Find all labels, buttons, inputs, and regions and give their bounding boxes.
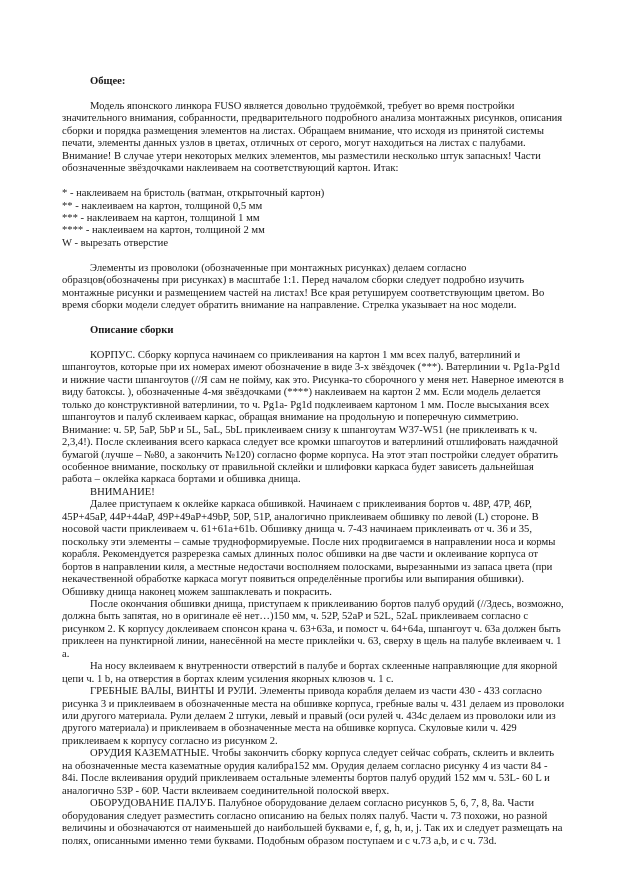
wire-elements-paragraph: Элементы из проволоки (обозначенные при монтажных рисунках) делаем согласно образцов(обозначены при рисунках) в масштабе 1:1. Перед началом сборки следует подробно изучить монтажные рисунки и размещением частей на листах! Все края ретушируем соответствующим цветом. Во время сборки модели следует обратить внимание на направление. Стрелка указывает на нос модели. <box>62 262 545 312</box>
paragraph-shafts-propellers-rudders: ГРЕБНЫЕ ВАЛЫ, ВИНТЫ И РУЛИ. Элементы привода корабля делаем из части 430 - 433 согласно рисунка 3 и приклеиваем в обозначенные места на обшивке корпуса, гребные валы ч. 431 делаем из проволоки или другого материала. Рули делаем 2 штуки, левый и правый (оси рулей ч. 434c делаем из проволоки или из другого материала) и приклеиваем в обозначенные места на обшивке корпуса. Скуловые кили ч. 429 приклеиваем к корпусу согласно из рисунком 2. <box>62 686 565 747</box>
heading-assembly-description: Описание сборки <box>90 325 174 336</box>
paragraph-hull: КОРПУС. Сборку корпуса начинаем со приклеивания на картон 1 мм всех палуб, ватерлиний и шпангоутов, которые при их номерах имеют обозначение в виде 3-х звёздочек (***). Ватерлинии ч. Pg1a-Pg1d и нижние части шпангоутов (//Я сам не пойму, как это. Рисунка-то сборочного у меня нет. Наверное имеются в виду батоксы. ), обозначенные 4-мя звёздочками (****) наклеиваем на картон 2 мм. Если модель делается только до конструктивной ватерлинии, то ч. Pg1a- Pg1d подклеиваем картоном 1 мм. После высыхания всех шпангоутов и палуб склеиваем каркас, обращая внимание на продольную и поперечную симметрию. Внимание: ч. 5P, 5aP, 5bP и 5L, 5aL, 5bL приклеиваем снизу к шпангоутам W37-W51 (не приклеивать к ч. 2,3,4!). После склеивания всего каркаса следует все кромки шпагоутов и ватерлиний отшлифовать наждачной бумагой (лучше – №80, а закончить №120) согласно форме корпуса. На этот этап постройки следует обратить особенное внимание, поскольку от правильной склейки и шлифовки каркаса будет зависеть дальнейшая работа – оклейка каркаса бортами и обшивка днища. <box>62 349 564 486</box>
legend-item-cardboard-1mm: *** - наклеиваем на картон, толщиной 1 мм <box>62 212 260 224</box>
paragraph-gun-deck-sides: После окончания обшивки днища, приступаем к приклеиванию бортов палуб орудий (//Здесь, возможно, должна быть запятая, но в оригинале её нет…)150 мм, ч. 52P, 52aP и 52L, 52aL приклеиваем согласно с рисунком 2. К корпусу доклеиваем спонсон крана ч. 63+63a, и помост ч. 64+64a, шпангоут ч. 63a должен быть приклеен на пунктирной линии, нанесённой на месте приклейки ч. 63, сверху в щель на палубе вклеиваем ч. 1 a. <box>62 598 564 660</box>
cardboard-legend <box>62 188 566 250</box>
attention-line: ВНИМАНИЕ! <box>90 486 155 498</box>
legend-item-cardboard-2mm: **** - наклеиваем на картон, толщиной 2 мм <box>62 225 265 237</box>
document-content <box>62 76 566 848</box>
heading-general: Общее: <box>90 76 126 87</box>
legend-item-cardboard-05mm: ** - наклеиваем на картон, толщиной 0,5 мм <box>62 200 263 212</box>
paragraph-planking: Далее приступаем к оклейке каркаса обшивкой. Начинаем с приклеивания бортов ч. 48P, 47P, 46P, 45P+45aP, 44P+44aP, 49P+49aP+49bP, 50P, 51P, аналогично приклеиваем обшивку по левой (L) стороне. В носовой части приклеиваем ч. 61+61a+61b. Обшивку днища ч. 7-43 начинаем приклеивать от ч. 36 и 35, поскольку эти элементы – самые трудноформируемые. После них продвигаемся в направлении носа и кормы корабля. Рекомендуется разререзка самых длинных полос обшивки на две части и оклеивание корпуса от бортов в направлении киля, а местные недостачи восполняем полосками, вырезанными из запаса цвета (при некачественной обработке каркаса могут появиться определённые прогибы или выпирания обшивки). Обшивку днища наконец можем зашпаклевать и покрасить. <box>62 499 556 598</box>
legend-item-bristol: * - наклеиваем на бристоль (ватман, открыточный картон) <box>62 188 325 200</box>
intro-paragraph: Модель японского линкора FUSO является довольно трудоёмкой, требует во время постройки значительного внимания, собранности, предварительного подробного анализа монтажных рисунков, описания сборки и порядка размещения элементов на листах. Обращаем внимание, что исходя из принятой системы печати, элементы данных узлов в цветах, отличных от серого, могут находиться на листах с палубами. Внимание! В случае утери некоторых мелких элементов, мы разместили несколько штук запасных! Части обозначенные звёздочками наклеиваем на соответствующий картон. Итак: <box>62 100 563 175</box>
paragraph-deck-equipment: ОБОРУДОВАНИЕ ПАЛУБ. Палубное оборудование делаем согласно рисунков 5, 6, 7, 8, 8a. Части оборудования следует разместить согласно описанию на белых полях палуб. Части ч. 73 похожи, но разной величины и обозначаются от наименьшей до наибольшей буквами e, f, g, h, и, j. Так их и следует размещать на полях, описанными именно теми буквами. Подобным образом поступаем и с ч.73 a,b, и с ч. 73d. <box>62 798 563 847</box>
paragraph-bow-guides: На носу вклеиваем к внутренности отверстий в палубе и бортах склеенные направляющие для якорной цепи ч. 1 b, на отверстия в бортах клеим усиления якорных клюзов ч. 1 c. <box>62 661 558 685</box>
legend-item-cut-opening: W - вырезать отверстие <box>62 237 169 249</box>
paragraph-casemate-guns: ОРУДИЯ КАЗЕМАТНЫЕ. Чтобы закончить сборку корпуса следует сейчас собрать, склеить и вклеить на обозначенные места казематные орудия калибра152 мм. Орудия делаем согласно рисунку 4 из части 84 - 84i. После вклеивания орудий приклеиваем остальные элементы бортов палуб орудий 152 мм ч. 53L- 60 L и аналогично 53P - 60P. Части вклеиваем соединительной полоской вверх. <box>62 748 555 797</box>
